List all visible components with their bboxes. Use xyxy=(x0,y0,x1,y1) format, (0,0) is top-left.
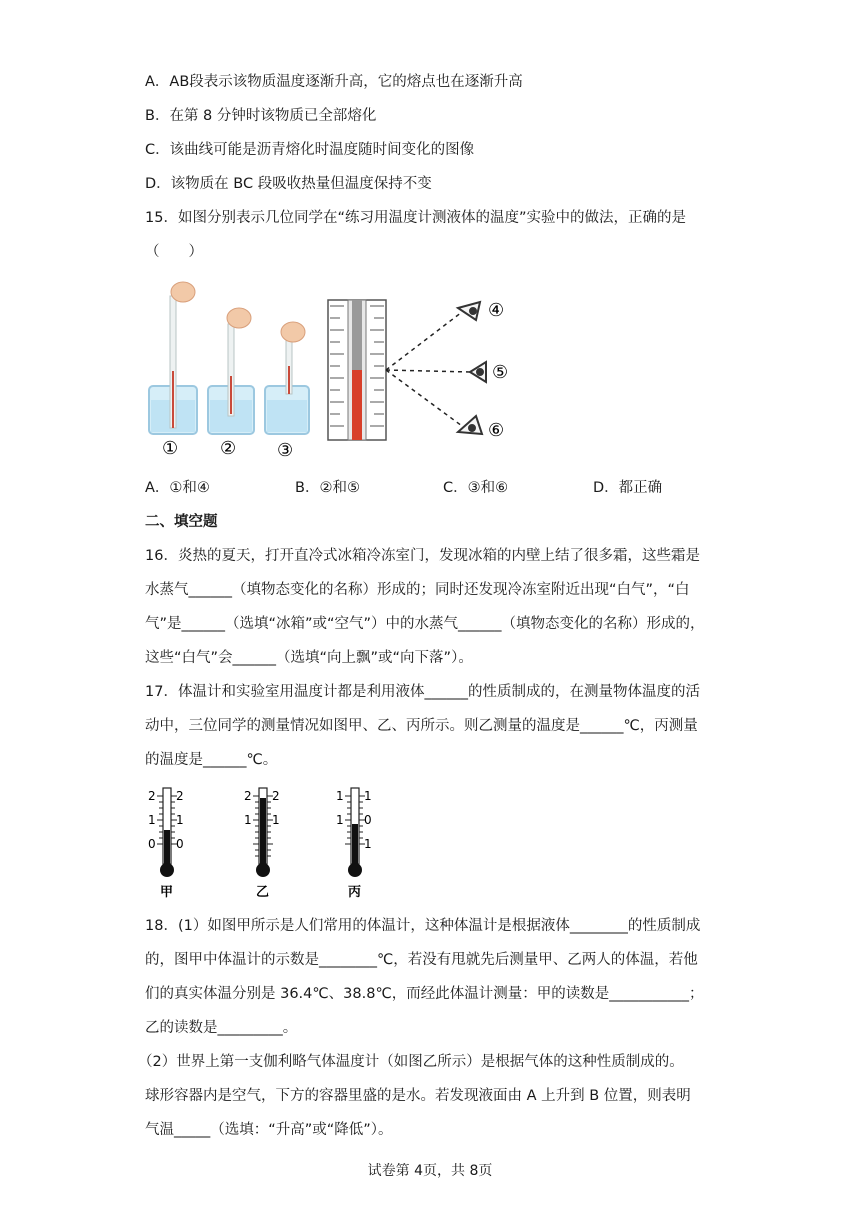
svg-text:1: 1 xyxy=(148,813,156,827)
q17-line3: 的温度是______℃。 xyxy=(145,752,278,768)
thermometer-yi xyxy=(244,788,280,900)
q14-option-b: B．在第 8 分钟时该物质已全部熔化 xyxy=(145,108,377,124)
svg-text:1: 1 xyxy=(336,789,344,803)
q18-line5: （2）世界上第一支伽利略气体温度计（如图乙所示）是根据气体的这种性质制成的。 xyxy=(138,1054,684,1070)
svg-text:1: 1 xyxy=(176,813,184,827)
svg-text:2: 2 xyxy=(272,789,280,803)
label-jia: 甲 xyxy=(160,885,174,900)
q15-options xyxy=(145,478,745,498)
eye-icon xyxy=(470,362,486,382)
q18-line4: 乙的读数是_________。 xyxy=(145,1020,298,1036)
page-footer: 试卷第 4页，共 8页 xyxy=(367,1163,493,1179)
label-bing: 丙 xyxy=(348,885,362,900)
section-title: 二、填空题 xyxy=(145,514,218,530)
svg-text:1: 1 xyxy=(272,813,280,827)
q18-line6: 球形容器内是空气，下方的容器里盛的是水。若发现液面由 A 上升到 B 位置，则表明 xyxy=(145,1088,691,1104)
label-1: ① xyxy=(162,438,179,459)
label-6: ⑥ xyxy=(488,420,505,441)
svg-text:0: 0 xyxy=(364,813,372,827)
q17-line2: 动中，三位同学的测量情况如图甲、乙、丙所示。则乙测量的温度是______℃，丙测量 xyxy=(145,718,698,734)
q15-stem-line1: 15．如图分别表示几位同学在“练习用温度计测液体的温度”实验中的做法，正确的是 xyxy=(145,210,686,226)
q14-option-c: C．该曲线可能是沥青熔化时温度随时间变化的图像 xyxy=(145,142,475,158)
q18-line1: 18．(1）如图甲所示是人们常用的体温计，这种体温计是根据液体________的性质制成 xyxy=(145,918,701,934)
q15-option-a: A．①和④ xyxy=(145,480,210,496)
eye-icon xyxy=(458,302,480,320)
q16-line4: 这些“白气”会______（选填“向上飘”或“向下落”）。 xyxy=(145,650,473,666)
q15-option-d: D．都正确 xyxy=(593,480,663,496)
q18-line7: 气温_____（选填：“升高”或“降低”）。 xyxy=(145,1122,393,1138)
svg-text:2: 2 xyxy=(244,789,252,803)
label-yi: 乙 xyxy=(256,885,270,900)
q15-option-c: C．③和⑥ xyxy=(443,480,509,496)
q15-option-b: B．②和⑤ xyxy=(295,480,360,496)
q14-option-d: D．该物质在 BC 段吸收热量但温度保持不变 xyxy=(145,176,432,192)
svg-text:2: 2 xyxy=(148,789,156,803)
q17-line1: 17．体温计和实验室用温度计都是利用液体______的性质制成的，在测量物体温度的活 xyxy=(145,684,700,700)
label-5: ⑤ xyxy=(492,362,509,383)
thermometer-3 xyxy=(281,322,305,394)
q16-line3: 气”是______（选填“冰箱”或“空气”）中的水蒸气______（填物态变化的名称）形成的， xyxy=(145,616,705,632)
svg-text:1: 1 xyxy=(244,813,252,827)
svg-text:1: 1 xyxy=(364,789,372,803)
svg-text:1: 1 xyxy=(336,813,344,827)
label-4: ④ xyxy=(488,300,505,321)
svg-text:0: 0 xyxy=(176,837,184,851)
label-2: ② xyxy=(220,438,237,459)
sight-lines xyxy=(386,312,470,426)
q16-line1: 16．炎热的夏天，打开直冷式冰箱冷冻室门，发现冰箱的内壁上结了很多霜，这些霜是 xyxy=(145,548,700,564)
q18-line2: 的，图甲中体温计的示数是________℃，若没有甩就先后测量甲、乙两人的体温，若他 xyxy=(145,952,698,968)
thermometer-jia xyxy=(148,788,184,900)
eye-icon xyxy=(458,416,482,434)
q15-stem-line2: （ ） xyxy=(145,244,203,260)
q17-thermometers xyxy=(140,784,400,904)
q18-line3: 们的真实体温分别是 36.4℃、38.8℃，而经此体温计测量：甲的读数是___________； xyxy=(145,986,704,1002)
thermometer-bing xyxy=(336,788,372,900)
q14-option-a: A．AB段表示该物质温度逐渐升高，它的熔点也在逐渐升高 xyxy=(145,74,523,90)
svg-text:0: 0 xyxy=(148,837,156,851)
svg-text:1: 1 xyxy=(364,837,372,851)
label-3: ③ xyxy=(277,440,294,461)
scale-thermometer xyxy=(328,300,386,440)
q15-figure xyxy=(140,276,520,464)
svg-text:2: 2 xyxy=(176,789,184,803)
q16-line2: 水蒸气______（填物态变化的名称）形成的；同时还发现冷冻室附近出现“白气”，“白 xyxy=(145,582,690,598)
